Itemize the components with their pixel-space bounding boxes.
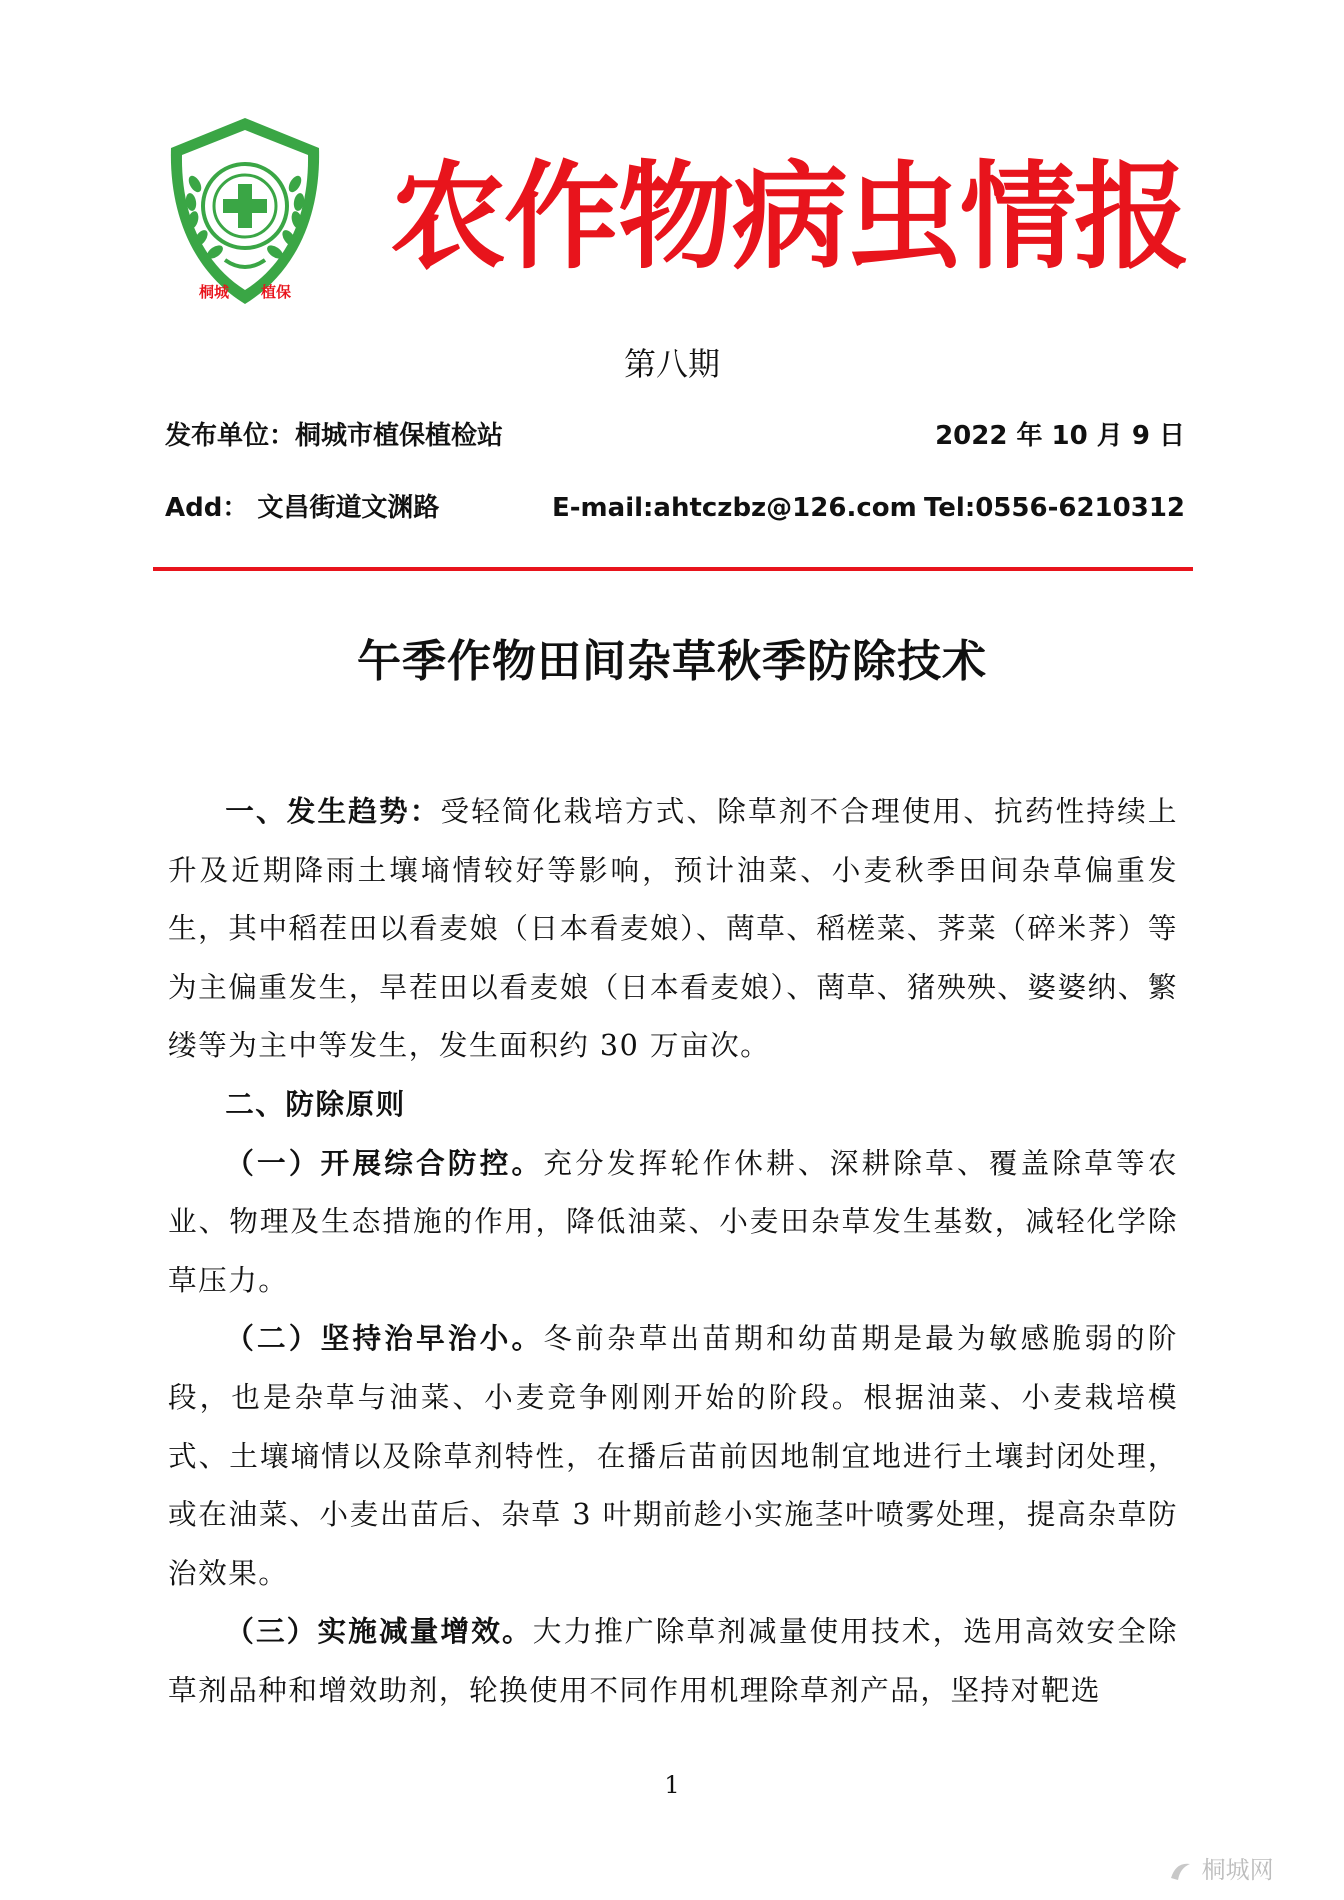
publisher-row <box>165 416 1185 456</box>
paragraph-trend <box>168 782 1178 1075</box>
subheading-early-control: （二）坚持治早治小。 <box>225 1321 544 1356</box>
swoosh-icon <box>1168 1858 1194 1884</box>
paragraph-reduce-dosage <box>168 1602 1178 1719</box>
section-heading-principles: 二、防除原则 <box>225 1086 406 1121</box>
plant-protection-logo <box>165 114 325 308</box>
address: Add： 文昌街道文渊路 <box>165 493 440 523</box>
logo-text-left: 桐城 <box>199 283 230 301</box>
paragraph-text: 大力推广除草剂减量使用技术，选用高效安全除草剂品种和增效助剂，轮换使用不同作用机理除草剂产品，坚持对靶选 <box>168 1614 1178 1707</box>
article-body <box>168 782 1178 1720</box>
page-number: 1 <box>664 1771 680 1799</box>
paragraph-principles <box>168 1075 1178 1134</box>
article-title: 午季作物田间杂草秋季防除技术 <box>357 636 987 687</box>
issue-number: 第八期 <box>623 345 720 383</box>
email: E-mail:ahtczbz@126.com <box>552 493 917 523</box>
watermark-text: 桐城网 <box>1201 1856 1274 1884</box>
telephone: Tel:0556-6210312 <box>923 493 1185 523</box>
site-watermark <box>1168 1852 1318 1888</box>
paragraph-text: 冬前杂草出苗期和幼苗期是最为敏感脆弱的阶段，也是杂草与油菜、小麦竞争刚刚开始的阶段。根据油菜、小麦栽培模式、土壤墒情以及除草剂特性，在播后苗前因地制宜地进行土壤封闭处理，或在油菜、小麦出苗后、杂草 3 叶期前趁小实施茎叶喷雾处理，提高杂草防治效果。 <box>168 1321 1178 1590</box>
header-divider <box>153 567 1193 571</box>
publisher: 发布单位：桐城市植保植检站 <box>165 421 504 451</box>
paragraph-text: 受轻简化栽培方式、除草剂不合理使用、抗药性持续上升及近期降雨土壤墒情较好等影响，预计油菜、小麦秋季田间杂草偏重发生，其中稻茬田以看麦娘（日本看麦娘）、菵草、稻槎菜、荠菜（碎米荠）等为主偏重发生，旱茬田以看麦娘（日本看麦娘）、菵草、猪殃殃、婆婆纳、繁缕等为主中等发生，发生面积约 30 万亩次。 <box>168 794 1178 1063</box>
paragraph-integrated-control <box>168 1134 1178 1310</box>
section-heading-trend: 一、发生趋势： <box>225 794 441 828</box>
paragraph-text: 充分发挥轮作休耕、深耕除草、覆盖除草等农业、物理及生态措施的作用，降低油菜、小麦田杂草发生基数，减轻化学除草压力。 <box>168 1145 1178 1297</box>
masthead-title: 农作物病虫情报 <box>390 150 1188 285</box>
subheading-reduce-dosage: （三）实施减量增效。 <box>225 1614 533 1649</box>
subheading-integrated-control: （一）开展综合防控。 <box>225 1145 544 1180</box>
contact-row <box>165 488 1185 528</box>
logo-text-right: 植保 <box>261 283 292 301</box>
publish-date: 2022 年 10 月 9 日 <box>935 421 1185 451</box>
paragraph-early-control <box>168 1309 1178 1602</box>
